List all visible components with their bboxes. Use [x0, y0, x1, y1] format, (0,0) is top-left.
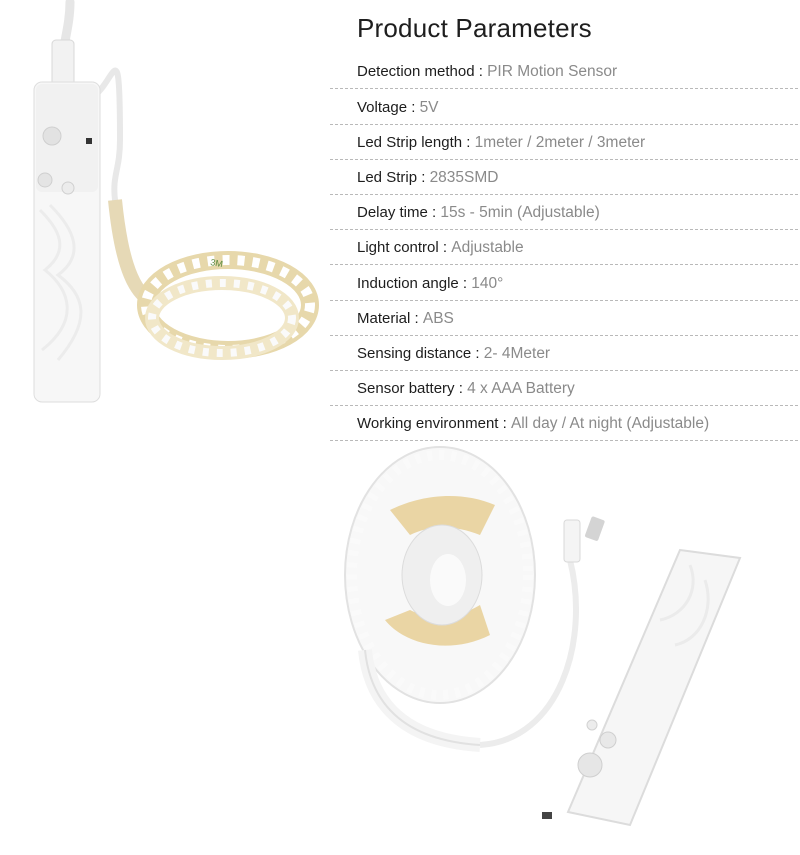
- page-title: Product Parameters: [357, 13, 592, 43]
- product-image-strip-reel-and-sensor: [330, 440, 800, 855]
- param-row-sensor-battery: Sensor battery : 4 x AAA Battery: [330, 370, 798, 406]
- param-value: 15s - 5min (Adjustable): [440, 204, 600, 221]
- param-value: 140°: [471, 275, 504, 292]
- param-row-induction-angle: Induction angle : 140°: [330, 265, 798, 301]
- param-value: PIR Motion Sensor: [487, 63, 618, 80]
- param-row-delay-time: Delay time : 15s - 5min (Adjustable): [330, 194, 798, 230]
- param-row-led-strip: Led Strip : 2835SMD: [330, 159, 798, 195]
- param-value: ABS: [422, 310, 454, 327]
- param-label: Sensing distance: [357, 345, 472, 362]
- led-strip-coil: [146, 257, 310, 353]
- param-label: Voltage: [357, 99, 408, 116]
- param-label: Led Strip length: [357, 134, 463, 151]
- param-row-light-control: Light control : Adjustable: [330, 229, 798, 265]
- pir-sensor-icon: [578, 753, 602, 777]
- param-value: 5V: [419, 99, 439, 116]
- param-row-strip-length: Led Strip length : 1meter / 2meter / 3meter: [330, 124, 798, 160]
- light-sensor-icon: [600, 732, 616, 748]
- param-row-sensing-distance: Sensing distance : 2- 4Meter: [330, 335, 798, 371]
- param-value: Adjustable: [451, 239, 524, 256]
- param-value: 2- 4Meter: [483, 345, 551, 362]
- param-label: Induction angle: [357, 275, 459, 292]
- dc-connector: [564, 520, 580, 562]
- param-label: Sensor battery: [357, 380, 455, 397]
- param-row-working-environment: Working environment : All day / At night (Adjustable): [330, 405, 798, 441]
- param-value: 4 x AAA Battery: [467, 380, 575, 397]
- param-label: Material: [357, 310, 411, 327]
- sensor-module: [34, 82, 100, 402]
- tape-brand-mark: 3M: [209, 257, 224, 270]
- param-row-detection-method: Detection method : PIR Motion Sensor: [330, 53, 798, 89]
- param-label: Delay time: [357, 204, 428, 221]
- pir-sensor-icon: [43, 127, 61, 145]
- param-value: All day / At night (Adjustable): [510, 415, 710, 432]
- param-row-material: Material : ABS: [330, 300, 798, 336]
- param-value: 2835SMD: [429, 169, 499, 186]
- product-image-sensor-with-strip: [0, 0, 330, 430]
- light-sensor-icon: [38, 173, 52, 187]
- sensor-module: [542, 550, 740, 825]
- param-row-voltage: Voltage : 5V: [330, 89, 798, 125]
- param-value: 1meter / 2meter / 3meter: [474, 134, 646, 151]
- param-label: Light control: [357, 239, 439, 256]
- param-label: Working environment: [357, 415, 499, 432]
- param-label: Led Strip: [357, 169, 418, 186]
- param-label: Detection method: [357, 63, 475, 80]
